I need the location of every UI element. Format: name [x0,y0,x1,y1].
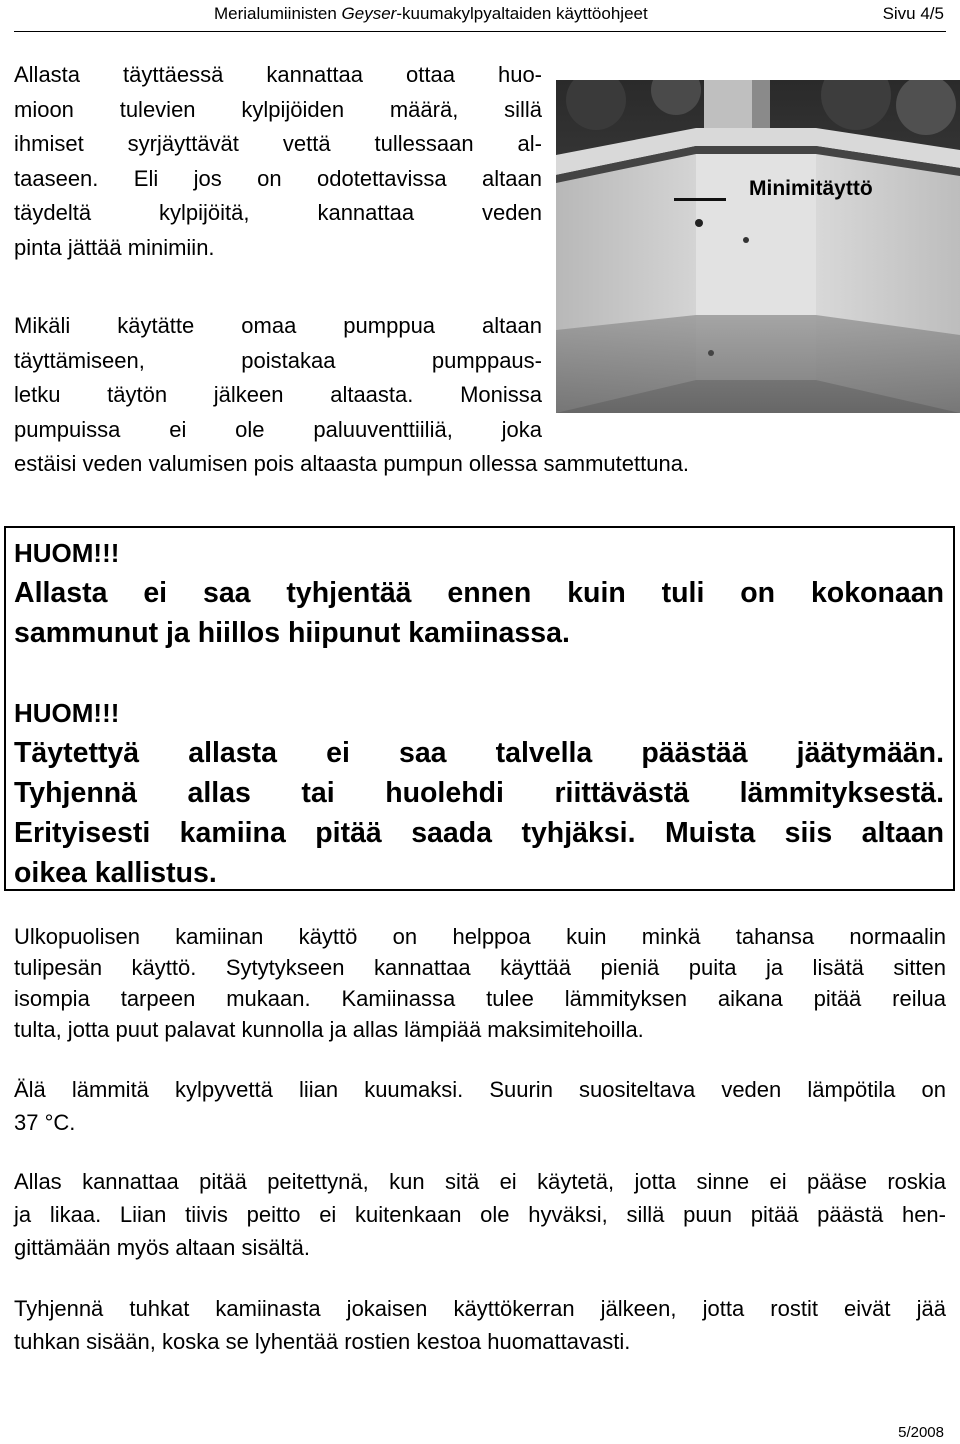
warning-2: HUOM!!! Täytettyä allasta ei saa talvella päästää jäätymään. Tyhjennä allas tai huolehdi riittävästä lämmityksestä. Erityisesti kamiina pitää saada tyhjäksi. Muista siis altaan oikea kallistus. [14,693,944,893]
paragraph-temperature: Älä lämmitä kylpyvettä liian kuumaksi. Suurin suositeltava veden lämpötila on 37 °C. [14,1077,946,1135]
paragraph-pump-hose-last-line: estäisi veden valumisen pois altaasta pumpun ollessa sammutettuna. [14,451,690,476]
footer-date: 5/2008 [898,1424,944,1441]
warning-1-heading: HUOM!!! [14,538,120,568]
tub-photo [556,80,960,413]
paragraph-filling-capacity: Allasta täyttäessä kannattaa ottaa huo- mioon tulevien kylpijöiden määrä, sillä ihmiset syrjäyttävät vettä tullessaan al- taaseen. Eli jos on odotettavissa altaan täydeltä kylpijöitä, kannattaa veden pinta jättää minimiin. [14,62,542,260]
paragraph-stove-use: Ulkopuolisen kamiinan käyttö on helppoa kuin minkä tahansa normaalin tulipesän käyttö. Sytytykseen kannattaa käyttää pieniä puita ja lisätä sitten isompia tarpeen mukaan. Kamiinassa tulee lämmityksen aikana pitää reilua tulta, jotta puut palavat kunnolla ja allas lämpiää maksimitehoilla. [14,924,946,1042]
header-divider [14,31,946,32]
paragraph-ashes: Tyhjennä tuhkat kamiinasta jokaisen käyttökerran jälkeen, jotta rostit eivät jää tuhkan sisään, koska se lyhentää rostien kestoa huomattavasti. [14,1296,946,1354]
min-fill-label: Minimitäyttö [749,177,873,200]
paragraph-pump-hose: Mikäli käytätte omaa pumppua altaan täyttämiseen, poistakaa pumppaus- letku täytön jälkeen altaasta. Monissa pumpuissa ei ole paluuventtiiliä, joka [14,313,542,442]
paragraph-cover: Allas kannattaa pitää peitettynä, kun sitä ei käytetä, jotta sinne ei pääse roskia ja likaa. Liian tiivis peitto ei kuitenkaan ole hyväksi, sillä puun pitää päästä hen- gittämään myös altaan sisältä. [14,1169,946,1260]
warning-1: HUOM!!! Allasta ei saa tyhjentää ennen kuin tuli on kokonaan sammunut ja hiillos hiipunut kamiinassa. [14,533,944,653]
tub-photo-image [556,80,960,413]
document-title: Merialumiinisten Geyser-kuumakylpyaltaiden käyttöohjeet [214,4,648,23]
page-number: Sivu 4/5 [882,4,944,23]
warning-2-heading: HUOM!!! [14,698,120,728]
